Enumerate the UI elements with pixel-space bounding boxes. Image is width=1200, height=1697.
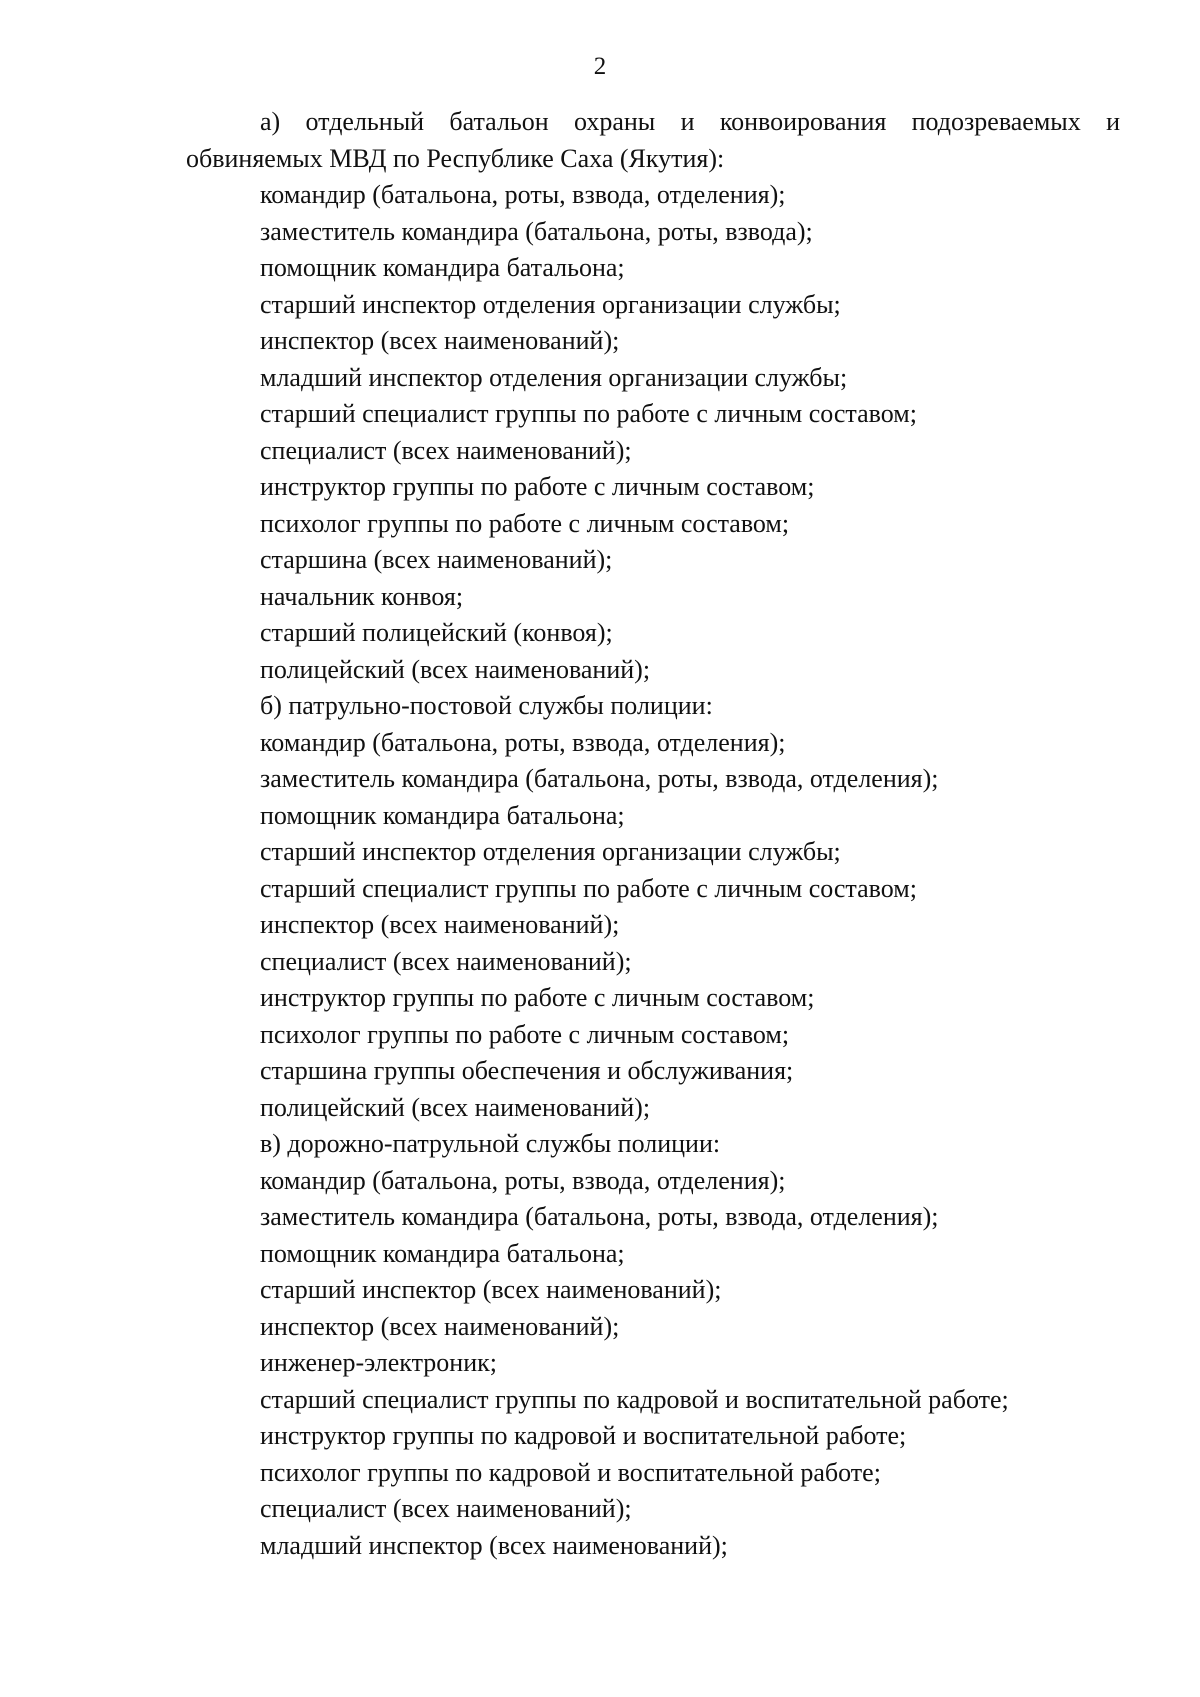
list-item: заместитель командира (батальона, роты, взвода, отделения);	[260, 764, 939, 793]
list-item: полицейский (всех наименований);	[260, 654, 651, 684]
list-item: командир (батальона, роты, взвода, отделения);	[260, 1165, 786, 1195]
list-item: командир (батальона, роты, взвода, отделения);	[260, 180, 786, 209]
list-item: старший специалист группы по работе с личным составом;	[260, 873, 917, 903]
list-item: старший специалист группы по работе с личным составом;	[260, 399, 917, 428]
list-item: младший инспектор отделения организации службы;	[260, 362, 848, 392]
list-item: заместитель командира (батальона, роты, взвода);	[260, 216, 813, 246]
list-item: заместитель командира (батальона, роты, взвода, отделения);	[260, 1202, 939, 1231]
list-item: специалист (всех наименований);	[260, 1494, 632, 1523]
list-item: старший инспектор отделения организации службы;	[260, 289, 841, 319]
document-body	[186, 104, 1120, 1564]
page-number: 2	[593, 53, 607, 80]
list-item: помощник командира батальона;	[260, 253, 625, 282]
list-item: инструктор группы по работе с личным составом;	[260, 983, 815, 1012]
list-item: психолог группы по работе с личным составом;	[260, 1019, 790, 1049]
list-item: помощник командира батальона;	[260, 1238, 625, 1268]
list-item: инспектор (всех наименований);	[260, 1311, 620, 1341]
list-item: психолог группы по кадровой и воспитательной работе;	[260, 1457, 881, 1487]
list-item: старший инспектор отделения организации службы;	[260, 837, 841, 866]
section-c-heading: в) дорожно-патрульной службы полиции:	[260, 1129, 721, 1158]
list-item: инспектор (всех наименований);	[260, 910, 620, 939]
list-item: специалист (всех наименований);	[260, 435, 632, 465]
list-item: полицейский (всех наименований);	[260, 1092, 651, 1122]
list-item: инструктор группы по кадровой и воспитательной работе;	[260, 1421, 907, 1450]
section-b-heading: б) патрульно-постовой службы полиции:	[260, 691, 713, 720]
list-item: начальник конвоя;	[260, 581, 464, 611]
list-item: младший инспектор (всех наименований);	[260, 1530, 728, 1560]
list-item: помощник командира батальона;	[260, 800, 625, 830]
list-item: инженер-электроник;	[260, 1348, 497, 1377]
list-item: старший инспектор (всех наименований);	[260, 1275, 722, 1304]
list-item: специалист (всех наименований);	[260, 946, 632, 976]
list-item: старшина группы обеспечения и обслуживания;	[260, 1056, 794, 1085]
list-item: инспектор (всех наименований);	[260, 326, 620, 355]
list-item: психолог группы по работе с личным составом;	[260, 508, 790, 538]
section-a-heading: а) отдельный батальон охраны и конвоирования подозреваемых и обвиняемых МВД по Республике Саха (Якутия):	[186, 107, 1120, 173]
list-item: старший специалист группы по кадровой и воспитательной работе;	[260, 1384, 1009, 1414]
list-item: инструктор группы по работе с личным составом;	[260, 472, 815, 501]
list-item: старший полицейский (конвоя);	[260, 618, 613, 647]
list-item: старшина (всех наименований);	[260, 545, 613, 574]
list-item: командир (батальона, роты, взвода, отделения);	[260, 727, 786, 757]
